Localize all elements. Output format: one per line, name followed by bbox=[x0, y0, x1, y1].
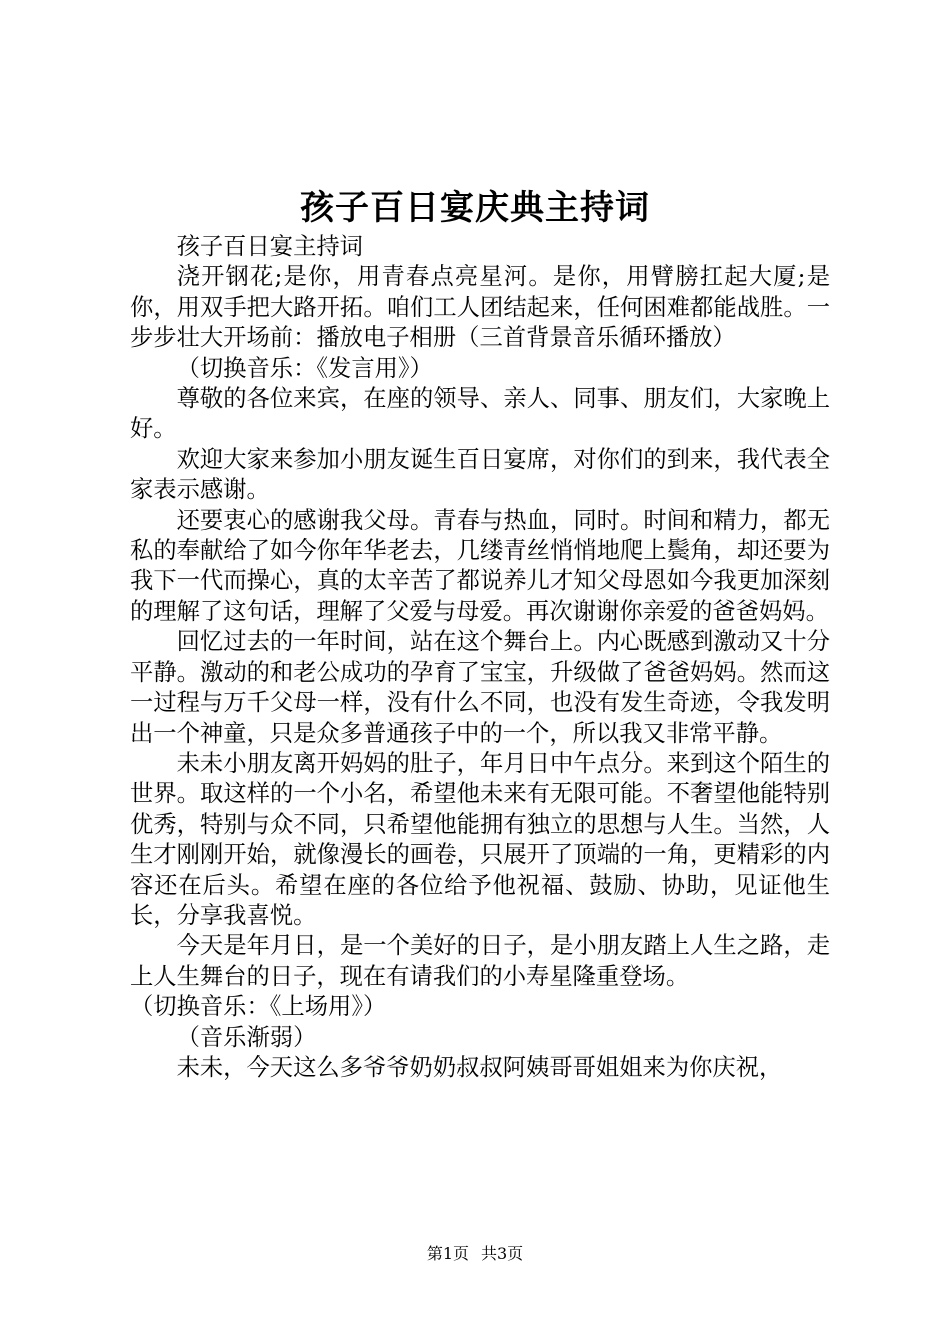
document-body bbox=[130, 232, 830, 1083]
page-total: 共3页 bbox=[481, 1244, 524, 1263]
paragraph: 还要衷心的感谢我父母。青春与热血，同时。时间和精力，都无私的奉献给了如今你年华老去，几缕青丝悄悄地爬上鬓角，却还要为我下一代而操心，真的太辛苦了都说养儿才知父母恩如今我更加深刻的理解了这句话，理解了父爱与母爱。再次谢谢你亲爱的爸爸妈妈。 bbox=[130, 506, 830, 625]
page-number: 第1页 bbox=[426, 1244, 469, 1263]
paragraph-music-cue: （切换音乐：《上场用》） bbox=[130, 993, 387, 1021]
page-footer bbox=[0, 1242, 950, 1266]
paragraph: 未未小朋友离开妈妈的肚子，年月日中午点分。来到这个陌生的世界。取这样的一个小名，希望他未来有无限可能。不奢望他能特别优秀，特别与众不同，只希望他能拥有独立的思想与人生。当然，人生才刚刚开始，就像漫长的画卷，只展开了顶端的一角，更精彩的内容还在后头。希望在座的各位给予他祝福、鼓励、协助，见证他生长，分享我喜悦。 bbox=[130, 749, 830, 929]
paragraph-music-cue: （切换音乐：《发言用》） bbox=[176, 354, 433, 382]
paragraph: 今天是年月日，是一个美好的日子，是小朋友踏上人生之路，走上人生舞台的日子，现在有请我们的小寿星隆重登场。 bbox=[130, 932, 830, 990]
paragraph: 欢迎大家来参加小朋友诞生百日宴席，对你们的到来，我代表全家表示感谢。 bbox=[130, 445, 830, 504]
paragraph-subtitle: 孩子百日宴主持词 bbox=[176, 233, 363, 260]
paragraph: 回忆过去的一年时间，站在这个舞台上。内心既感到激动又十分平静。激动的和老公成功的孕育了宝宝，升级做了爸爸妈妈。然而这一过程与万千父母一样，没有什么不同，也没有发生奇迹，令我发明出一个神童，只是众多普通孩子中的一个，所以我又非常平静。 bbox=[130, 628, 830, 747]
paragraph: 尊敬的各位来宾，在座的领导、亲人、同事、朋友们，大家晚上好。 bbox=[130, 385, 830, 443]
document-title: 孩子百日宴庆典主持词 bbox=[300, 188, 650, 228]
paragraph-music-cue: （音乐渐弱） bbox=[176, 1023, 317, 1051]
paragraph: 浇开钢花;是你，用青春点亮星河。是你，用臂膀扛起大厦;是你，用双手把大路开拓。咱们工人团结起来，任何困难都能战胜。一步步壮大开场前：播放电子相册（三首背景音乐循环播放） bbox=[130, 263, 830, 352]
paragraph: 未未，今天这么多爷爷奶奶叔叔阿姨哥哥姐姐来为你庆祝， bbox=[176, 1053, 783, 1081]
